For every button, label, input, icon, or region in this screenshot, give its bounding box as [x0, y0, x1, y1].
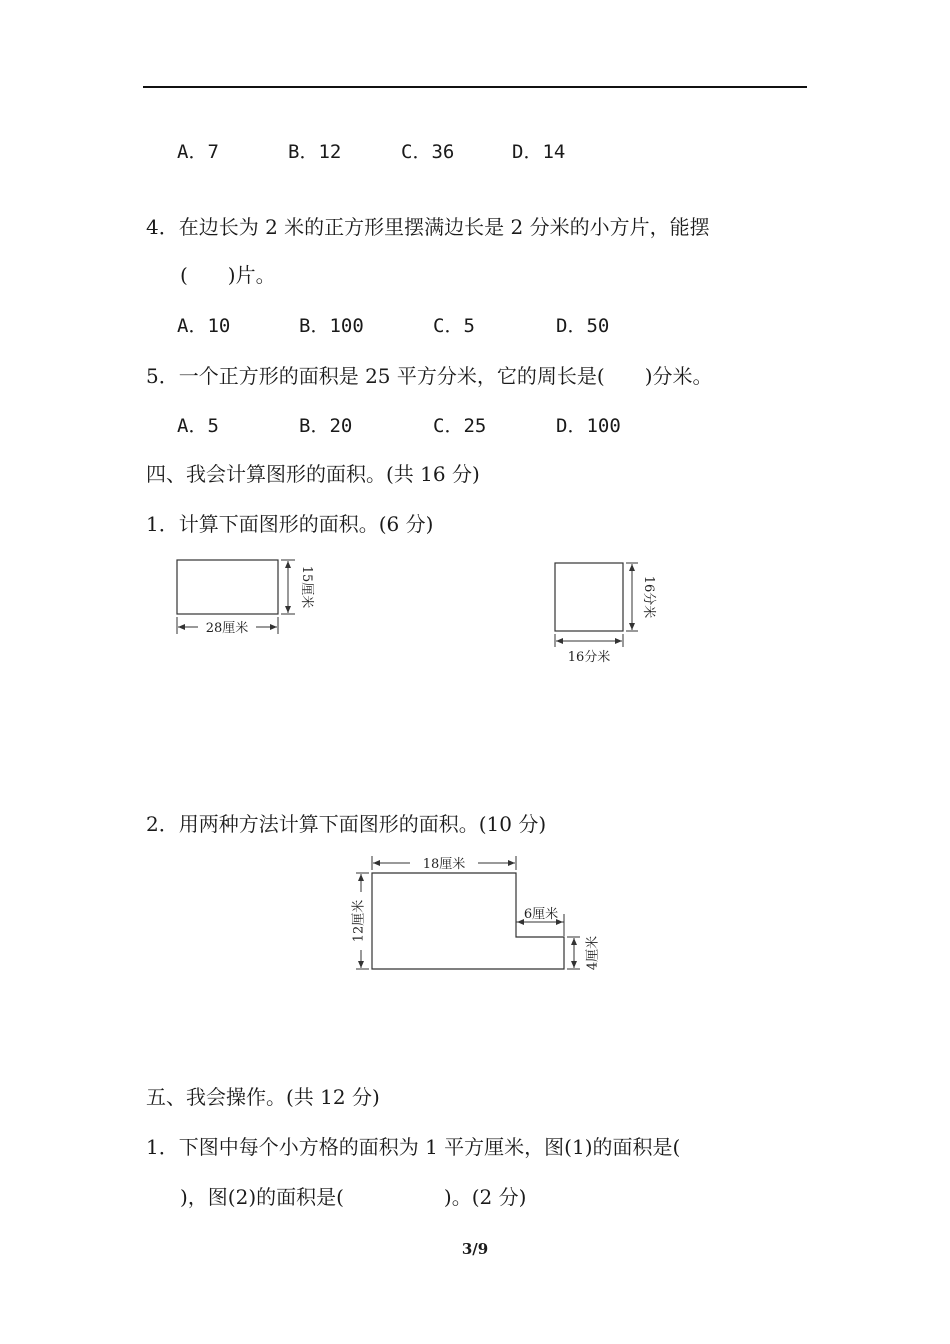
l-shape-figure: [350, 850, 610, 980]
q3-option-b[interactable]: B．12: [288, 141, 342, 163]
square-height-label: 16分米: [641, 575, 656, 619]
q5-option-b[interactable]: B．20: [299, 415, 353, 437]
section5-title: 五、我会操作。(共 12 分): [146, 1085, 380, 1109]
q4-option-d[interactable]: D．50: [556, 315, 610, 337]
section4-title: 四、我会计算图形的面积。(共 16 分): [146, 462, 480, 486]
page-number: 3/9: [461, 1240, 489, 1258]
q5-option-a[interactable]: A．5: [177, 415, 219, 437]
l-top-label: 18厘米: [422, 857, 466, 872]
section5-q1-line1: 1．下图中每个小方格的面积为 1 平方厘米，图(1)的面积是(: [146, 1135, 681, 1159]
q4-text-line2: ( )片。: [180, 263, 276, 287]
q3-option-c[interactable]: C．36: [401, 141, 455, 163]
section5-q1-line2: )，图(2)的面积是( )。(2 分): [180, 1185, 527, 1209]
q3-option-a[interactable]: A．7: [177, 141, 219, 163]
l-notch-height-label: 4厘米: [585, 935, 601, 971]
l-notch-width-label: 6厘米: [523, 907, 559, 922]
q3-option-d[interactable]: D．14: [512, 141, 566, 163]
header-rule: [143, 86, 807, 88]
section4-q2-text: 2．用两种方法计算下面图形的面积。(10 分): [146, 812, 547, 836]
square-figure: [548, 555, 668, 670]
q5-option-c[interactable]: C．25: [433, 415, 487, 437]
q5-option-d[interactable]: D．100: [556, 415, 621, 437]
q4-option-b[interactable]: B．100: [299, 315, 364, 337]
rectangle-figure: [170, 552, 320, 642]
q4-option-c[interactable]: C．5: [433, 315, 475, 337]
q4-options: [177, 313, 677, 339]
rect-width-label: 28厘米: [205, 621, 249, 636]
square-width-label: 16分米: [567, 650, 611, 665]
q4-text-line1: 4．在边长为 2 米的正方形里摆满边长是 2 分米的小方片，能摆: [146, 215, 710, 239]
l-left-label: 12厘米: [351, 899, 367, 943]
q5-options: [177, 413, 677, 439]
q4-option-a[interactable]: A．10: [177, 315, 231, 337]
rect-height-label: 15厘米: [299, 565, 314, 609]
section4-q1-text: 1．计算下面图形的面积。(6 分): [146, 512, 434, 536]
q5-text: 5．一个正方形的面积是 25 平方分米，它的周长是( )分米。: [146, 364, 713, 388]
q3-options: [177, 139, 677, 165]
